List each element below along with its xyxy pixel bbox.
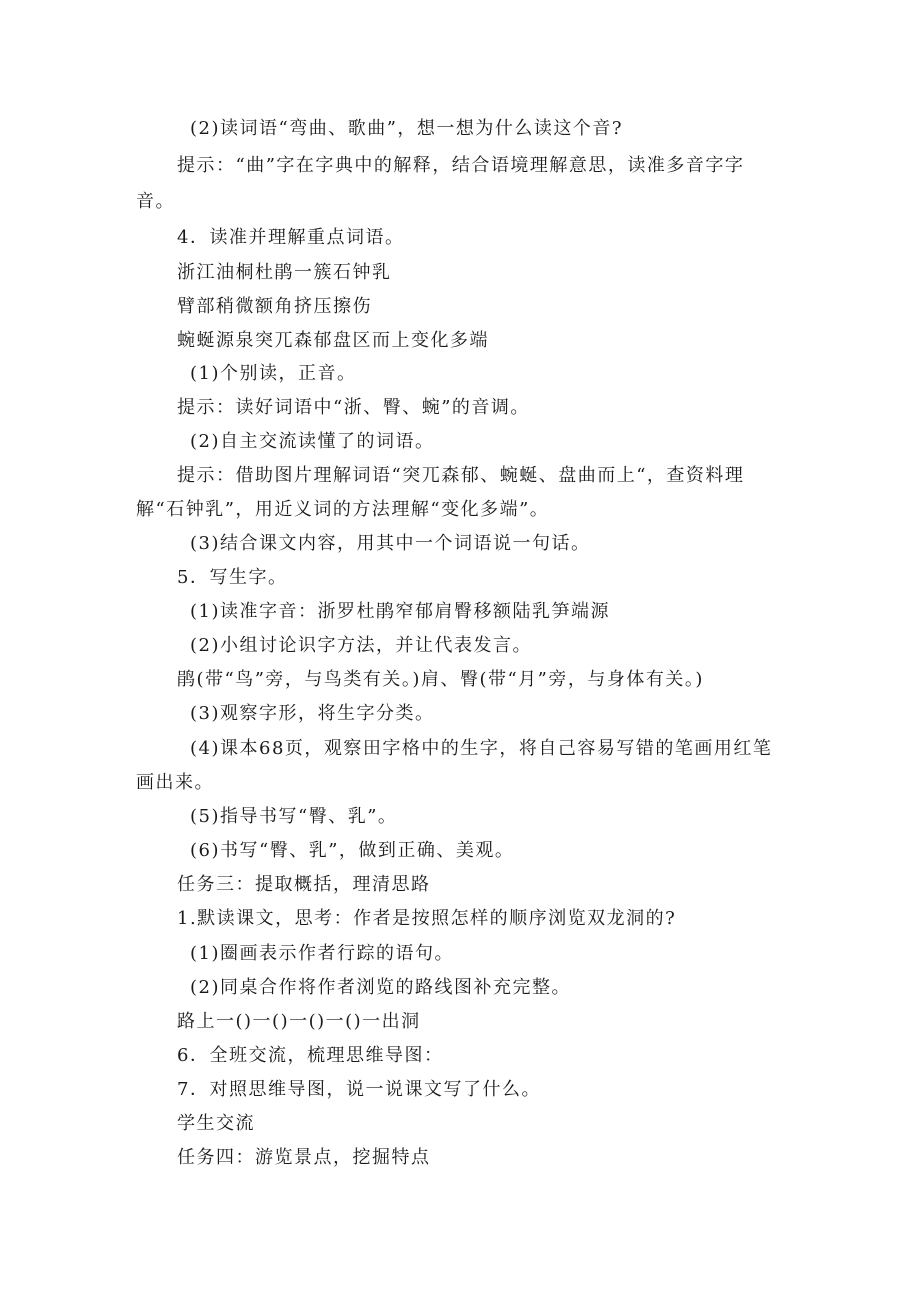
text-line: (1)读准字音：浙罗杜鹃窄郁肩臀移额陆乳笋端源 — [190, 601, 610, 622]
text-line: 提示：读好词语中“浙、臀、蜿”的音调。 — [177, 397, 530, 418]
text-line: 路上一()一()一()一()一出洞 — [177, 1011, 421, 1032]
text-line: (2)同桌合作将作者浏览的路线图补充完整。 — [190, 977, 571, 998]
text-line: (5)指导书写“臀、乳”。 — [190, 806, 398, 827]
text-line: (2)读词语“弯曲、歌曲”，想一想为什么读这个音? — [190, 118, 624, 139]
text-line: (1)圈画表示作者行踪的语句。 — [190, 943, 454, 964]
text-line: 1.默读课文，思考：作者是按照怎样的顺序浏览双龙洞的? — [177, 908, 677, 929]
text-line: 学生交流 — [177, 1113, 255, 1134]
text-line: 6．全班交流，梳理思维导图： — [177, 1045, 444, 1066]
text-line: 5．写生字。 — [177, 567, 288, 588]
text-line: 音。 — [136, 191, 175, 212]
text-line: 任务四：游览景点，挖掘特点 — [177, 1147, 431, 1168]
text-line: (2)自主交流读懂了的词语。 — [190, 431, 435, 452]
text-line: (4)课本68页，观察田字格中的生字，将自己容易写错的笔画用红笔 — [190, 738, 773, 759]
text-line: (3)结合课文内容，用其中一个词语说一句话。 — [190, 533, 591, 554]
text-line: (1)个别读，正音。 — [190, 363, 357, 384]
text-line: 浙江油桐杜鹃一簇石钟乳 — [177, 262, 392, 283]
text-line: 4．读准并理解重点词语。 — [177, 227, 405, 248]
text-line: 鹃(带“鸟”旁，与鸟类有关。)肩、臀(带“月”旁，与身体有关。) — [177, 669, 704, 690]
text-line: 任务三：提取概括，理清思路 — [177, 874, 431, 895]
text-line: (3)观察字形，将生字分类。 — [190, 703, 435, 724]
text-line: 提示：“曲”字在字典中的解释，结合语境理解意思，读准多音字字 — [177, 155, 745, 176]
text-line: (6)书写“臀、乳”，做到正确、美观。 — [190, 840, 515, 861]
text-line: 7．对照思维导图，说一说课文写了什么。 — [177, 1079, 541, 1100]
text-line: 臂部稍微额角挤压擦伤 — [177, 296, 372, 317]
text-line: 提示：借助图片理解词语“突兀森郁、蜿蜒、盘曲而上“，查资料理 — [177, 465, 745, 486]
text-line: 解“石钟乳”，用近义词的方法理解“变化多端”。 — [136, 499, 550, 520]
text-line: (2)小组讨论识字方法，并让代表发言。 — [190, 635, 532, 656]
text-line: 画出来。 — [136, 772, 214, 793]
text-line: 蜿蜒源泉突兀森郁盘区而上变化多端 — [177, 330, 489, 351]
